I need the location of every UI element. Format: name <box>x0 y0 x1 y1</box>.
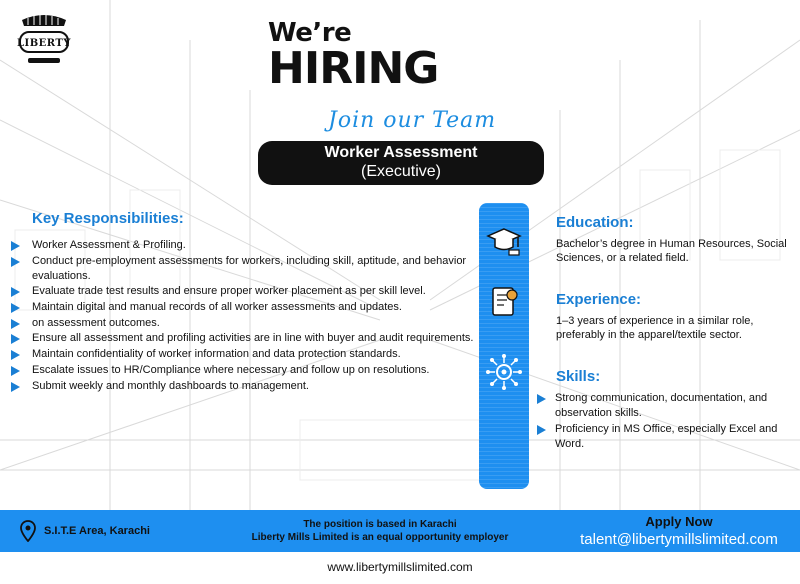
hero-line-hiring: HIRING <box>268 43 439 94</box>
location-pin-icon <box>20 520 36 542</box>
list-item: Submit weekly and monthly dashboards to management. <box>10 379 475 394</box>
position-info <box>232 518 528 544</box>
position-title-pill <box>258 141 544 185</box>
experience-text: 1–3 years of experience in a similar role, preferably in the apparel/textile sector. <box>556 315 754 341</box>
arrow-bullet-icon <box>11 319 20 329</box>
gear-network-icon <box>485 353 523 391</box>
qualifications-section <box>537 214 797 452</box>
liberty-logo <box>14 12 74 72</box>
education-block <box>537 214 797 265</box>
list-item: Conduct pre-employment assessments for workers, including skill, aptitude, and behavior evaluations. <box>10 254 475 284</box>
apply-email-link[interactable]: talent@libertymillslimited.com <box>580 531 778 548</box>
footer-band <box>0 510 800 552</box>
list-item: Ensure all assessment and profiling activities are in line with buyer and audit requirements. <box>10 331 475 346</box>
list-item: Evaluate trade test results and ensure proper worker placement as per skill level. <box>10 284 475 299</box>
hero-line-were: We’re <box>268 18 352 48</box>
skills-block <box>537 368 797 452</box>
list-item: Proficiency in MS Office, especially Excel and Word. <box>537 422 797 452</box>
arrow-bullet-icon <box>537 394 546 404</box>
list-item: Escalate issues to HR/Compliance where necessary and follow up on resolutions. <box>10 363 475 378</box>
hero-heading <box>268 18 497 133</box>
arrow-bullet-icon <box>11 350 20 360</box>
list-item: Worker Assessment & Profiling. <box>10 238 475 253</box>
location-note: The position is based in Karachi <box>303 519 457 530</box>
education-heading: Education: <box>556 214 634 231</box>
arrow-bullet-icon <box>11 366 20 376</box>
location-text: S.I.T.E Area, Karachi <box>44 525 150 537</box>
experience-heading: Experience: <box>556 291 642 308</box>
equal-opportunity-note: Liberty Mills Limited is an equal opportunity employer <box>251 532 509 543</box>
experience-block <box>537 291 797 342</box>
website-url <box>0 552 800 584</box>
arrow-bullet-icon <box>537 425 546 435</box>
responsibilities-heading: Key Responsibilities: <box>32 210 184 227</box>
arrow-bullet-icon <box>11 287 20 297</box>
arrow-bullet-icon <box>11 303 20 313</box>
arrow-bullet-icon <box>11 241 20 251</box>
skills-list <box>537 391 797 452</box>
list-item: Strong communication, documentation, and observation skills. <box>537 391 797 421</box>
arrow-bullet-icon <box>11 382 20 392</box>
logo-text: LIBERTY <box>17 38 71 49</box>
apply-block <box>570 514 788 548</box>
list-item: on assessment outcomes. <box>10 316 475 331</box>
arrow-bullet-icon <box>11 257 20 267</box>
education-text: Bachelor’s degree in Human Resources, Social Sciences, or a related field. <box>556 238 787 264</box>
list-item: Maintain digital and manual records of all worker assessments and updates. <box>10 300 475 315</box>
responsibilities-section <box>10 210 475 394</box>
hero-tagline: Join our Team <box>328 108 497 133</box>
skills-heading: Skills: <box>556 368 601 385</box>
apply-now-label: Apply Now <box>645 514 713 529</box>
responsibilities-list <box>10 238 475 394</box>
position-title: Worker Assessment <box>324 144 478 161</box>
icon-pillar <box>479 203 529 489</box>
list-item: Maintain confidentiality of worker information and data protection standards. <box>10 347 475 362</box>
arrow-bullet-icon <box>11 334 20 344</box>
position-subtitle: (Executive) <box>360 163 442 180</box>
website-link[interactable]: www.libertymillslimited.com <box>327 560 473 574</box>
graduation-cap-icon <box>485 223 523 261</box>
certificate-icon <box>485 283 523 321</box>
